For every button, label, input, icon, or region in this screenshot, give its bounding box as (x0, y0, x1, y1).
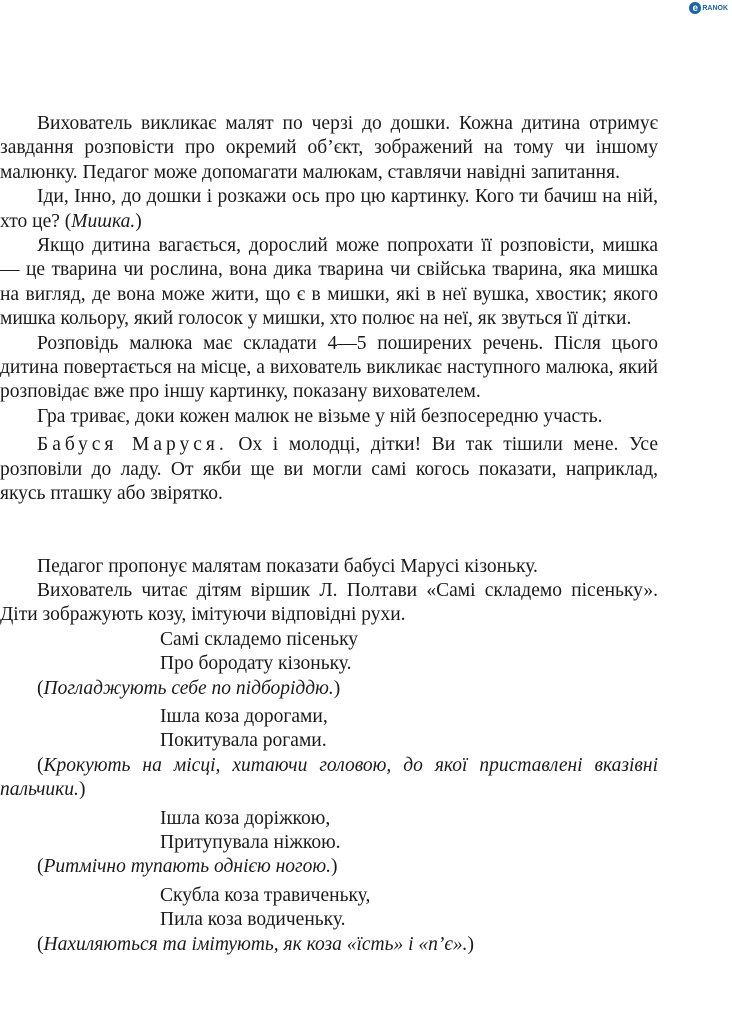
paragraph: Якщо дитина вагається, дорослий може попрохати її розповісти, мишка — це тварина чи рослина, вона дика тварина чи свійська тварина, яка мишка на вигляд, де вона може жити, що є в мишки, які в неї вушка, хвостик; якого мишка кольору, який голосок у мишки, хто полює на неї, як звуться її дітки. (0, 235, 658, 330)
action-note: (Погладжують себе по підборіддю.) (37, 677, 341, 699)
verse-line: Самі складемо пісеньку (160, 628, 359, 650)
verse-line: Пила коза водиченьку. (160, 909, 346, 931)
action-note: (Ритмічно тупають однією ногою.) (37, 856, 338, 878)
speaker-text: Ох і молодці, дітки! Ви так тішили мене. Усе розповіли до ладу. От якби ще ви могли самі когось показати, наприклад, якусь пташку або звірятко. (0, 434, 658, 505)
paragraph: Гра триває, доки кожен малюк не візьме у ній безпосередню участь. (37, 405, 603, 427)
paragraph (0, 433, 658, 506)
action-note: (Крокують на місці, хитаючи головою, до якої приставлені вказівні пальчики.) (0, 754, 658, 801)
answer-italic: Мишка. (71, 210, 136, 232)
logo-word: RANOK (702, 4, 728, 12)
action-note: (Нахиляються та імітують, як коза «їсть» і «п’є».) (37, 933, 475, 955)
action-text: Крокують на місці, хитаючи головою, до якої приставлені вказівні пальчики. (0, 754, 658, 801)
verse-line: Скубла коза травиченьку, (160, 884, 371, 906)
page-content (0, 112, 658, 957)
verse-stanza (160, 807, 658, 856)
action-text: Погладжують себе по підборіддю. (43, 677, 334, 699)
verse-line: Притупувала ніжкою. (160, 831, 341, 853)
paragraph: Вихователь читає дітям віршик Л. Полтави «Самі складемо пісеньку». Діти зображують козу, імітуючи відповідні рухи. (0, 579, 658, 626)
verse-line: Ішла коза доріжкою, (160, 807, 331, 829)
action-text: Ритмічно тупають однією ногою. (43, 856, 332, 878)
verse-line: Про бородату кізоньку. (160, 653, 352, 675)
speaker-name: Бабуся Маруся. (37, 434, 228, 456)
paragraph: Вихователь викликає малят по черзі до дошки. Кожна дитина отримує завдання розповісти про окремий об’єкт, зображений на тому чи іншому малюнку. Педагог може допомагати малюкам, ставлячи навідні запитання. (0, 113, 658, 183)
verse-line: Покитувала рогами. (160, 730, 327, 752)
publisher-logo (689, 2, 728, 14)
verse-stanza (160, 705, 658, 754)
logo-mark: e (689, 2, 701, 14)
verse-stanza (160, 628, 658, 677)
paragraph: Педагог пропонує малятам показати бабусі Марусі кізоньку. (37, 555, 538, 577)
action-text: Нахиляються та імітують, як коза «їсть» і «п’є». (43, 933, 468, 955)
paragraph: Іди, Інно, до дошки і розкажи ось про цю картинку. Кого ти бачиш на ній, хто це? (Мишка.) (0, 186, 658, 232)
paragraph: Розповідь малюка має складати 4—5 поширених речень. Після цього дитина повертається на місце, а вихователь викликає наступного малюка, який розповідає вже про іншу картинку, показану вихователем. (0, 332, 658, 403)
verse-line: Ішла коза дорогами, (160, 705, 328, 727)
verse-stanza (160, 884, 658, 933)
section-gap (0, 507, 658, 555)
paragraph-text: Іди, Інно, до дошки і розкажи ось про цю картинку. Кого ти бачиш на ній, хто це? (0, 186, 658, 232)
